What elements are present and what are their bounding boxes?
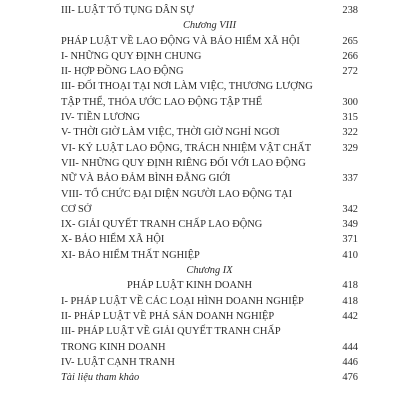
chapter-label: Chương VIII: [182, 20, 237, 32]
toc-row: [61, 156, 358, 171]
toc-entry-title: IV- LUẬT CẠNH TRANH: [61, 356, 175, 368]
toc-entry-title: TẬP THỂ, THỎA ƯỚC LAO ĐỘNG TẬP THỂ: [61, 96, 263, 108]
toc-entry-title: VIII- TỔ CHỨC ĐẠI DIỆN NGƯỜI LAO ĐỘNG TẠI: [61, 188, 293, 200]
toc-row: [61, 171, 358, 186]
toc-row: [61, 202, 358, 217]
toc-row: [61, 278, 358, 293]
toc-row: [61, 309, 358, 324]
toc-row: [61, 217, 358, 232]
chapter-title: PHÁP LUẬT KINH DOANH: [127, 280, 252, 292]
toc-row: [61, 34, 358, 49]
toc-row: [61, 355, 358, 370]
toc-page-number: 322: [342, 127, 358, 139]
toc-page-number: 371: [342, 234, 358, 246]
toc-page-number: 272: [342, 66, 358, 78]
toc-entry-title: NỮ VÀ BẢO ĐẢM BÌNH ĐẲNG GIỚI: [61, 173, 231, 185]
toc-page-number: 329: [342, 142, 358, 154]
toc-chapter-heading: [61, 263, 358, 278]
toc-entry-title: X- BẢO HIỂM XÃ HỘI: [61, 234, 165, 246]
toc-page-number: 349: [342, 219, 358, 231]
toc-row: [61, 110, 358, 125]
references-title: Tài liệu tham khảo: [61, 372, 140, 384]
toc-entry-title: V- THỜI GIỜ LÀM VIỆC, THỜI GIỜ NGHỈ NGƠI: [61, 127, 280, 139]
toc-row: [61, 49, 358, 64]
toc-entry-title: PHÁP LUẬT VỀ LAO ĐỘNG VÀ BẢO HIỂM XÃ HỘI: [61, 35, 300, 47]
toc-row: [61, 370, 358, 385]
toc-entry-title: TRONG KINH DOANH: [61, 341, 166, 353]
toc-row: [61, 324, 358, 339]
toc-row: [61, 187, 358, 202]
toc-entry-title: IV- TIỀN LƯƠNG: [61, 112, 141, 124]
toc-row: [61, 141, 358, 156]
toc-page-number: 418: [342, 280, 358, 292]
toc-row: [61, 79, 358, 94]
toc-entry-title: IX- GIẢI QUYẾT TRANH CHẤP LAO ĐỘNG: [61, 219, 263, 231]
toc-page-number: 444: [342, 341, 358, 353]
toc-entry-title: III- LUẬT TỐ TỤNG DÂN SỰ: [61, 5, 195, 16]
toc-entry-title: I- NHỮNG QUY ĐỊNH CHUNG: [61, 50, 202, 62]
table-of-contents: [61, 3, 358, 385]
toc-page-number: 337: [342, 173, 358, 185]
toc-page-number: 442: [342, 310, 358, 322]
toc-entry-title: XI- BẢO HIỂM THẤT NGHIỆP: [61, 249, 200, 261]
toc-page-number: 410: [342, 249, 358, 261]
toc-entry-title: I- PHÁP LUẬT VỀ CÁC LOẠI HÌNH DOANH NGHIỆP: [61, 295, 304, 307]
toc-page-number: 446: [342, 356, 358, 368]
toc-row: [61, 125, 358, 140]
toc-entry-title: II- PHÁP LUẬT VỀ PHÁ SẢN DOANH NGHIỆP: [61, 310, 275, 322]
toc-row: [61, 340, 358, 355]
toc-entry-title: III- ĐỐI THOẠI TẠI NƠI LÀM VIỆC, THƯƠNG LƯỢNG: [61, 81, 313, 93]
toc-entry-title: CƠ SỞ: [61, 203, 92, 215]
toc-page-number: 342: [342, 203, 358, 215]
toc-row: [61, 232, 358, 247]
toc-row: [61, 95, 358, 110]
toc-page-number: 265: [342, 35, 358, 47]
toc-chapter-heading: [61, 18, 358, 33]
toc-page-number: 238: [342, 5, 358, 16]
toc-page-number: 418: [342, 295, 358, 307]
toc-row: [61, 248, 358, 263]
toc-row: [61, 3, 358, 18]
toc-page-number: 315: [342, 112, 358, 124]
toc-page-number: 476: [342, 372, 358, 384]
toc-row: [61, 64, 358, 79]
toc-entry-title: VI- KỶ LUẬT LAO ĐỘNG, TRÁCH NHIỆM VẬT CHẤT: [61, 142, 312, 154]
toc-page-number: 300: [342, 96, 358, 108]
toc-row: [61, 294, 358, 309]
toc-entry-title: II- HỢP ĐỒNG LAO ĐỘNG: [61, 66, 184, 78]
toc-entry-title: VII- NHỮNG QUY ĐỊNH RIÊNG ĐỐI VỚI LAO ĐỘNG: [61, 157, 306, 169]
toc-page-number: 266: [342, 50, 358, 62]
chapter-label: Chương IX: [186, 265, 233, 277]
toc-entry-title: III- PHÁP LUẬT VỀ GIẢI QUYẾT TRANH CHẤP: [61, 326, 281, 338]
